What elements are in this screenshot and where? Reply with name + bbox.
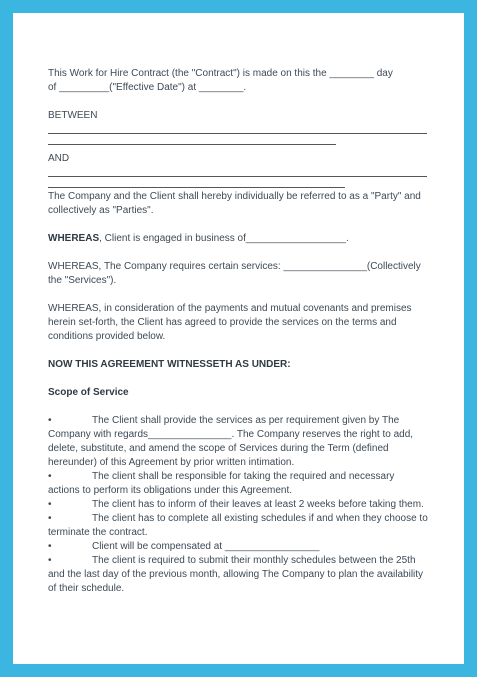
party-one-line-2 [48, 134, 336, 145]
list-item-text: The client shall be responsible for taking the required and necessary actions to perform its obligations under this Agreement. [48, 471, 395, 496]
whereas-services: WHEREAS, The Company requires certain services: _______________(Collectively the "Services"). [48, 261, 421, 286]
parties-text: The Company and the Client shall hereby individually be referred to as a "Party" and collectively as "Parties". [48, 191, 421, 216]
list-item [48, 512, 428, 540]
bullet-marker: • [48, 513, 52, 524]
witnesseth-heading: NOW THIS AGREEMENT WITNESSETH AS UNDER: [48, 359, 291, 370]
bullet-marker: • [48, 471, 52, 482]
whereas-business [48, 232, 428, 246]
bullet-marker: • [48, 415, 52, 426]
bullet-marker: • [48, 541, 52, 552]
intro-line-1: This Work for Hire Contract (the "Contract") is made on this the ________ day [48, 68, 393, 79]
whereas-consideration: WHEREAS, in consideration of the payments and mutual covenants and premises herein set-forth, the Client has agreed to provide the services on the terms and conditions provided below. [48, 303, 412, 342]
party-two-line-2 [48, 177, 345, 188]
list-item [48, 498, 428, 512]
list-item [48, 554, 428, 596]
between-label: BETWEEN [48, 110, 98, 121]
whereas-business-text: , Client is engaged in business of__________________. [99, 233, 349, 244]
intro-line-2: of _________("Effective Date") at ________. [48, 82, 247, 93]
list-item-text: The Client shall provide the services as per requirement given by The Company with regards_______________. The Company reserves the right to add, delete, substitute, and amend the scope of Services during the Term (defined hereunder) of this Agreement by prior written intimation. [48, 415, 414, 468]
list-item-text: The client has to complete all existing schedules if and when they choose to terminate the contract. [48, 513, 428, 538]
party-two-line-1 [48, 166, 427, 177]
list-item-text: The client has to inform of their leaves at least 2 weeks before taking them. [92, 499, 424, 510]
list-item-text: Client will be compensated at _________________ [92, 541, 320, 552]
list-item [48, 540, 428, 554]
document-page [13, 13, 464, 664]
scope-list [48, 414, 428, 596]
list-item [48, 414, 428, 470]
whereas-bold: WHEREAS [48, 233, 100, 244]
list-item [48, 470, 428, 498]
bullet-marker: • [48, 555, 52, 566]
party-one-line-1 [48, 123, 427, 134]
list-item-text: The client is required to submit their monthly schedules between the 25th and the last day of the previous month, allowing The Company to plan the availability of their schedule. [48, 555, 424, 594]
and-label: AND [48, 153, 70, 164]
bullet-marker: • [48, 499, 52, 510]
scope-heading: Scope of Service [48, 387, 129, 398]
